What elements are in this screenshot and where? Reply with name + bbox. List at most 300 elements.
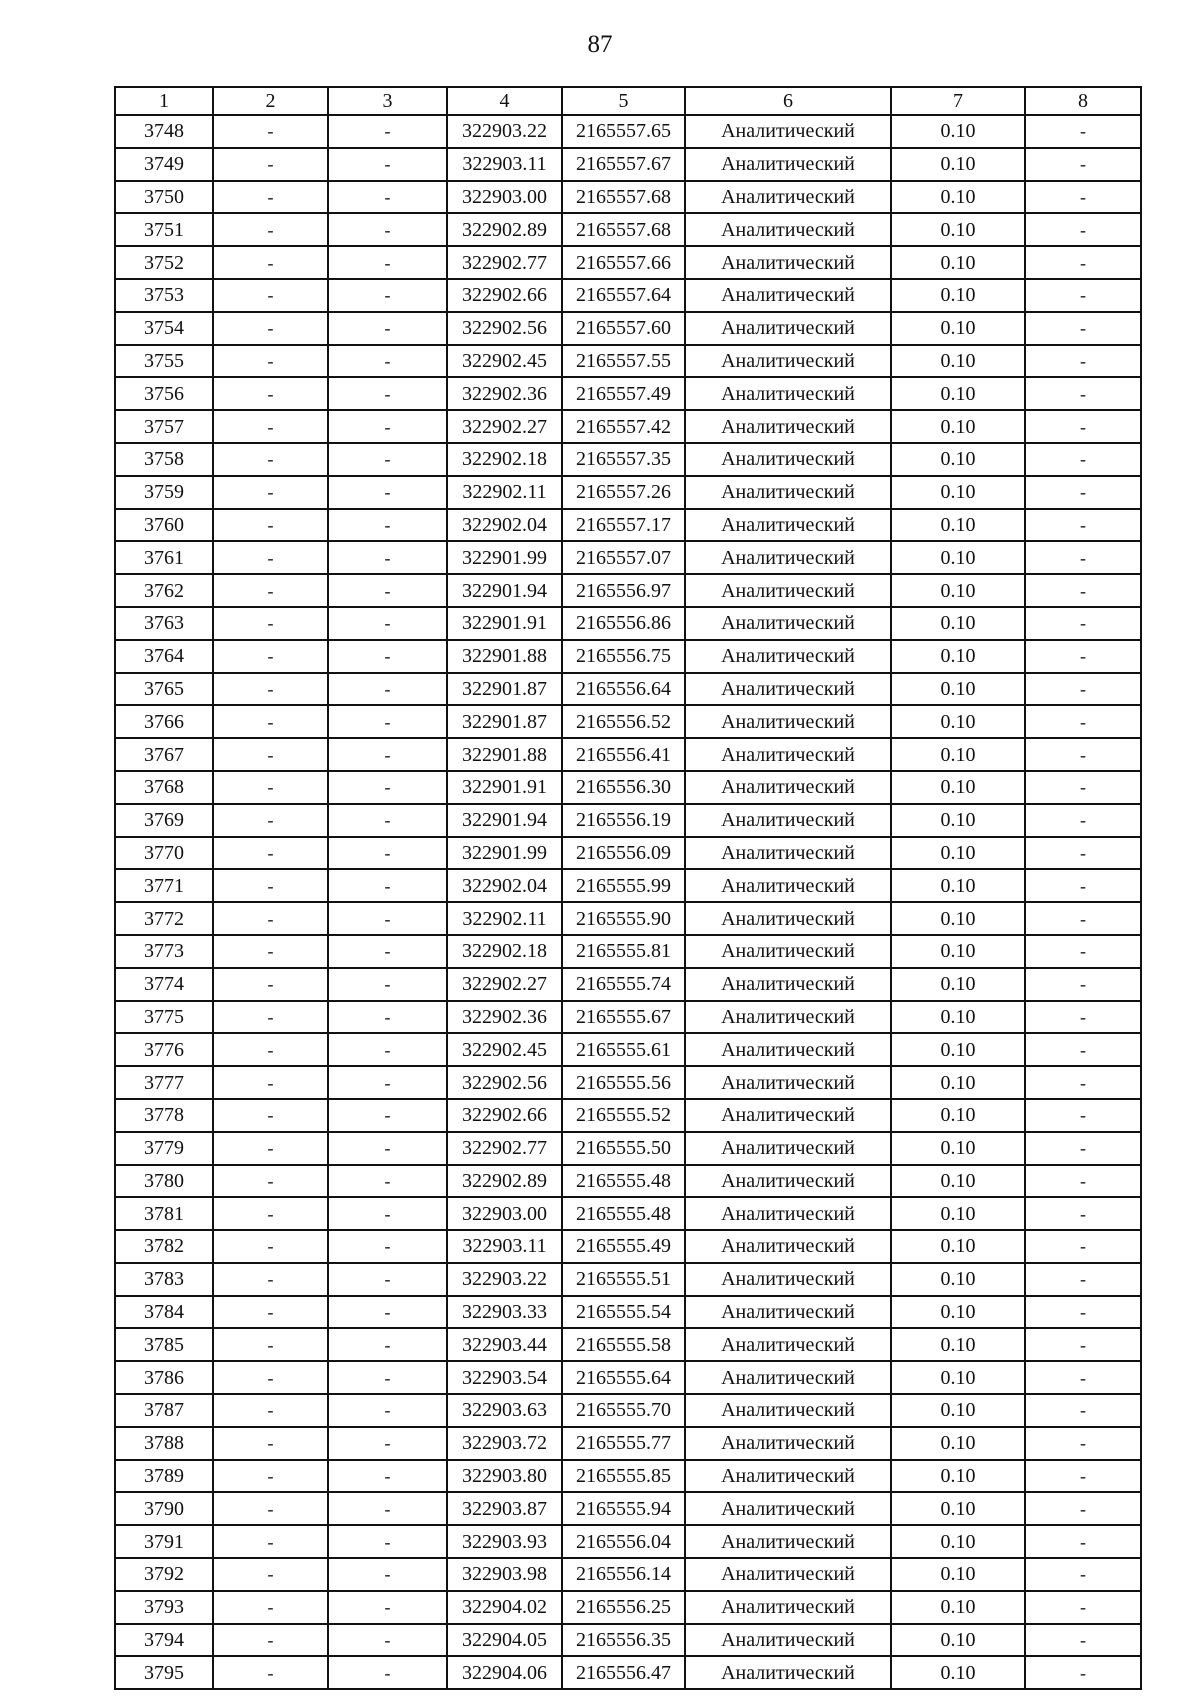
- accuracy-cell: 0.10: [891, 410, 1025, 443]
- column-header: 1: [115, 87, 213, 115]
- table-row: [115, 1591, 1141, 1624]
- col2-cell: -: [213, 869, 328, 902]
- method-cell: Аналитический: [685, 213, 891, 246]
- accuracy-cell: 0.10: [891, 312, 1025, 345]
- y-coordinate-cell: 2165557.68: [562, 213, 685, 246]
- y-coordinate-cell: 2165556.30: [562, 771, 685, 804]
- table-row: [115, 213, 1141, 246]
- point-number-cell: 3757: [115, 410, 213, 443]
- accuracy-cell: 0.10: [891, 1656, 1025, 1689]
- table-row: [115, 148, 1141, 181]
- y-coordinate-cell: 2165556.64: [562, 673, 685, 706]
- col3-cell: -: [328, 541, 447, 574]
- method-cell: Аналитический: [685, 771, 891, 804]
- accuracy-cell: 0.10: [891, 443, 1025, 476]
- accuracy-cell: 0.10: [891, 115, 1025, 148]
- accuracy-cell: 0.10: [891, 902, 1025, 935]
- col3-cell: -: [328, 1361, 447, 1394]
- table-row: [115, 640, 1141, 673]
- col3-cell: -: [328, 312, 447, 345]
- col8-cell: -: [1025, 902, 1141, 935]
- table-row: [115, 1099, 1141, 1132]
- x-coordinate-cell: 322903.33: [447, 1296, 562, 1329]
- point-number-cell: 3783: [115, 1263, 213, 1296]
- col8-cell: -: [1025, 705, 1141, 738]
- col2-cell: -: [213, 1099, 328, 1132]
- y-coordinate-cell: 2165556.25: [562, 1591, 685, 1624]
- x-coordinate-cell: 322903.22: [447, 115, 562, 148]
- col8-cell: -: [1025, 1328, 1141, 1361]
- x-coordinate-cell: 322902.11: [447, 902, 562, 935]
- point-number-cell: 3774: [115, 968, 213, 1001]
- col3-cell: -: [328, 443, 447, 476]
- col2-cell: -: [213, 345, 328, 378]
- col2-cell: -: [213, 115, 328, 148]
- col3-cell: -: [328, 771, 447, 804]
- method-cell: Аналитический: [685, 574, 891, 607]
- point-number-cell: 3779: [115, 1132, 213, 1165]
- table-row: [115, 1492, 1141, 1525]
- col3-cell: -: [328, 1591, 447, 1624]
- page-number: 87: [587, 31, 613, 58]
- col3-cell: -: [328, 1296, 447, 1329]
- col2-cell: -: [213, 1066, 328, 1099]
- col2-cell: -: [213, 410, 328, 443]
- accuracy-cell: 0.10: [891, 1624, 1025, 1657]
- x-coordinate-cell: 322902.36: [447, 1001, 562, 1034]
- point-number-cell: 3748: [115, 115, 213, 148]
- col3-cell: -: [328, 279, 447, 312]
- accuracy-cell: 0.10: [891, 771, 1025, 804]
- point-number-cell: 3759: [115, 476, 213, 509]
- col3-cell: -: [328, 246, 447, 279]
- method-cell: Аналитический: [685, 115, 891, 148]
- table-row: [115, 1361, 1141, 1394]
- col2-cell: -: [213, 640, 328, 673]
- col2-cell: -: [213, 213, 328, 246]
- col8-cell: -: [1025, 1066, 1141, 1099]
- col8-cell: -: [1025, 1165, 1141, 1198]
- col3-cell: -: [328, 213, 447, 246]
- col3-cell: -: [328, 410, 447, 443]
- col3-cell: -: [328, 902, 447, 935]
- col8-cell: -: [1025, 574, 1141, 607]
- method-cell: Аналитический: [685, 148, 891, 181]
- col8-cell: -: [1025, 640, 1141, 673]
- col2-cell: -: [213, 1033, 328, 1066]
- x-coordinate-cell: 322902.56: [447, 1066, 562, 1099]
- method-cell: Аналитический: [685, 1296, 891, 1329]
- x-coordinate-cell: 322903.87: [447, 1492, 562, 1525]
- col3-cell: -: [328, 476, 447, 509]
- col8-cell: -: [1025, 476, 1141, 509]
- col8-cell: -: [1025, 869, 1141, 902]
- x-coordinate-cell: 322901.99: [447, 837, 562, 870]
- col3-cell: -: [328, 1460, 447, 1493]
- col8-cell: -: [1025, 738, 1141, 771]
- col8-cell: -: [1025, 804, 1141, 837]
- col2-cell: -: [213, 738, 328, 771]
- method-cell: Аналитический: [685, 640, 891, 673]
- table-row: [115, 1427, 1141, 1460]
- point-number-cell: 3761: [115, 541, 213, 574]
- column-header: 5: [562, 87, 685, 115]
- accuracy-cell: 0.10: [891, 640, 1025, 673]
- col8-cell: -: [1025, 1394, 1141, 1427]
- col8-cell: -: [1025, 1033, 1141, 1066]
- x-coordinate-cell: 322902.36: [447, 377, 562, 410]
- accuracy-cell: 0.10: [891, 1197, 1025, 1230]
- y-coordinate-cell: 2165555.49: [562, 1230, 685, 1263]
- col8-cell: -: [1025, 377, 1141, 410]
- x-coordinate-cell: 322901.87: [447, 673, 562, 706]
- y-coordinate-cell: 2165557.17: [562, 509, 685, 542]
- col8-cell: -: [1025, 1001, 1141, 1034]
- point-number-cell: 3787: [115, 1394, 213, 1427]
- y-coordinate-cell: 2165555.61: [562, 1033, 685, 1066]
- accuracy-cell: 0.10: [891, 705, 1025, 738]
- col3-cell: -: [328, 115, 447, 148]
- point-number-cell: 3788: [115, 1427, 213, 1460]
- col3-cell: -: [328, 377, 447, 410]
- method-cell: Аналитический: [685, 869, 891, 902]
- table-row: [115, 312, 1141, 345]
- table-row: [115, 1460, 1141, 1493]
- accuracy-cell: 0.10: [891, 246, 1025, 279]
- accuracy-cell: 0.10: [891, 1263, 1025, 1296]
- method-cell: Аналитический: [685, 181, 891, 214]
- y-coordinate-cell: 2165555.81: [562, 935, 685, 968]
- x-coordinate-cell: 322902.11: [447, 476, 562, 509]
- col3-cell: -: [328, 804, 447, 837]
- table-row: [115, 279, 1141, 312]
- accuracy-cell: 0.10: [891, 837, 1025, 870]
- col3-cell: -: [328, 640, 447, 673]
- y-coordinate-cell: 2165557.35: [562, 443, 685, 476]
- col2-cell: -: [213, 902, 328, 935]
- point-number-cell: 3775: [115, 1001, 213, 1034]
- y-coordinate-cell: 2165556.19: [562, 804, 685, 837]
- col3-cell: -: [328, 1033, 447, 1066]
- y-coordinate-cell: 2165557.55: [562, 345, 685, 378]
- method-cell: Аналитический: [685, 902, 891, 935]
- y-coordinate-cell: 2165556.75: [562, 640, 685, 673]
- col2-cell: -: [213, 1558, 328, 1591]
- x-coordinate-cell: 322903.00: [447, 1197, 562, 1230]
- x-coordinate-cell: 322901.87: [447, 705, 562, 738]
- accuracy-cell: 0.10: [891, 673, 1025, 706]
- y-coordinate-cell: 2165555.50: [562, 1132, 685, 1165]
- table-row: [115, 1624, 1141, 1657]
- x-coordinate-cell: 322903.98: [447, 1558, 562, 1591]
- col8-cell: -: [1025, 1624, 1141, 1657]
- method-cell: Аналитический: [685, 1656, 891, 1689]
- table-row: [115, 574, 1141, 607]
- col8-cell: -: [1025, 1525, 1141, 1558]
- x-coordinate-cell: 322904.06: [447, 1656, 562, 1689]
- point-number-cell: 3795: [115, 1656, 213, 1689]
- method-cell: Аналитический: [685, 1525, 891, 1558]
- method-cell: Аналитический: [685, 1460, 891, 1493]
- accuracy-cell: 0.10: [891, 181, 1025, 214]
- accuracy-cell: 0.10: [891, 607, 1025, 640]
- point-number-cell: 3755: [115, 345, 213, 378]
- col2-cell: -: [213, 1525, 328, 1558]
- col8-cell: -: [1025, 837, 1141, 870]
- x-coordinate-cell: 322902.04: [447, 509, 562, 542]
- col2-cell: -: [213, 1197, 328, 1230]
- col2-cell: -: [213, 246, 328, 279]
- method-cell: Аналитический: [685, 509, 891, 542]
- col8-cell: -: [1025, 1132, 1141, 1165]
- table-row: [115, 1394, 1141, 1427]
- col2-cell: -: [213, 1230, 328, 1263]
- x-coordinate-cell: 322901.88: [447, 640, 562, 673]
- method-cell: Аналитический: [685, 705, 891, 738]
- table-row: [115, 1132, 1141, 1165]
- table-row: [115, 377, 1141, 410]
- col2-cell: -: [213, 443, 328, 476]
- accuracy-cell: 0.10: [891, 1099, 1025, 1132]
- method-cell: Аналитический: [685, 738, 891, 771]
- accuracy-cell: 0.10: [891, 1296, 1025, 1329]
- accuracy-cell: 0.10: [891, 1001, 1025, 1034]
- col3-cell: -: [328, 181, 447, 214]
- col3-cell: -: [328, 1001, 447, 1034]
- col3-cell: -: [328, 607, 447, 640]
- table-row: [115, 1066, 1141, 1099]
- point-number-cell: 3765: [115, 673, 213, 706]
- table-row: [115, 902, 1141, 935]
- col3-cell: -: [328, 148, 447, 181]
- accuracy-cell: 0.10: [891, 1361, 1025, 1394]
- y-coordinate-cell: 2165555.67: [562, 1001, 685, 1034]
- x-coordinate-cell: 322901.94: [447, 574, 562, 607]
- y-coordinate-cell: 2165555.54: [562, 1296, 685, 1329]
- col8-cell: -: [1025, 1427, 1141, 1460]
- x-coordinate-cell: 322903.80: [447, 1460, 562, 1493]
- y-coordinate-cell: 2165555.85: [562, 1460, 685, 1493]
- y-coordinate-cell: 2165557.67: [562, 148, 685, 181]
- y-coordinate-cell: 2165557.07: [562, 541, 685, 574]
- col2-cell: -: [213, 476, 328, 509]
- table-row: [115, 968, 1141, 1001]
- col3-cell: -: [328, 1427, 447, 1460]
- accuracy-cell: 0.10: [891, 1066, 1025, 1099]
- col8-cell: -: [1025, 115, 1141, 148]
- col2-cell: -: [213, 377, 328, 410]
- col8-cell: -: [1025, 410, 1141, 443]
- col3-cell: -: [328, 345, 447, 378]
- table-row: [115, 705, 1141, 738]
- accuracy-cell: 0.10: [891, 574, 1025, 607]
- accuracy-cell: 0.10: [891, 935, 1025, 968]
- col8-cell: -: [1025, 1099, 1141, 1132]
- y-coordinate-cell: 2165555.52: [562, 1099, 685, 1132]
- y-coordinate-cell: 2165557.26: [562, 476, 685, 509]
- method-cell: Аналитический: [685, 345, 891, 378]
- y-coordinate-cell: 2165556.52: [562, 705, 685, 738]
- y-coordinate-cell: 2165555.48: [562, 1165, 685, 1198]
- table-header-row: [115, 87, 1141, 115]
- col8-cell: -: [1025, 1361, 1141, 1394]
- point-number-cell: 3772: [115, 902, 213, 935]
- y-coordinate-cell: 2165556.47: [562, 1656, 685, 1689]
- col3-cell: -: [328, 869, 447, 902]
- y-coordinate-cell: 2165555.70: [562, 1394, 685, 1427]
- method-cell: Аналитический: [685, 443, 891, 476]
- x-coordinate-cell: 322901.88: [447, 738, 562, 771]
- accuracy-cell: 0.10: [891, 1328, 1025, 1361]
- col2-cell: -: [213, 1460, 328, 1493]
- method-cell: Аналитический: [685, 279, 891, 312]
- col8-cell: -: [1025, 1558, 1141, 1591]
- table-row: [115, 1558, 1141, 1591]
- accuracy-cell: 0.10: [891, 1591, 1025, 1624]
- col2-cell: -: [213, 1492, 328, 1525]
- col8-cell: -: [1025, 148, 1141, 181]
- y-coordinate-cell: 2165557.66: [562, 246, 685, 279]
- table-row: [115, 771, 1141, 804]
- col8-cell: -: [1025, 1296, 1141, 1329]
- col2-cell: -: [213, 705, 328, 738]
- col8-cell: -: [1025, 213, 1141, 246]
- method-cell: Аналитический: [685, 804, 891, 837]
- table-row: [115, 181, 1141, 214]
- col2-cell: -: [213, 935, 328, 968]
- y-coordinate-cell: 2165557.64: [562, 279, 685, 312]
- col3-cell: -: [328, 1099, 447, 1132]
- col3-cell: -: [328, 1328, 447, 1361]
- method-cell: Аналитический: [685, 1328, 891, 1361]
- y-coordinate-cell: 2165555.48: [562, 1197, 685, 1230]
- column-header: 3: [328, 87, 447, 115]
- x-coordinate-cell: 322901.91: [447, 607, 562, 640]
- col3-cell: -: [328, 1230, 447, 1263]
- col2-cell: -: [213, 804, 328, 837]
- point-number-cell: 3780: [115, 1165, 213, 1198]
- x-coordinate-cell: 322902.45: [447, 345, 562, 378]
- col2-cell: -: [213, 1001, 328, 1034]
- col8-cell: -: [1025, 312, 1141, 345]
- method-cell: Аналитический: [685, 837, 891, 870]
- accuracy-cell: 0.10: [891, 148, 1025, 181]
- x-coordinate-cell: 322904.05: [447, 1624, 562, 1657]
- accuracy-cell: 0.10: [891, 377, 1025, 410]
- column-header: 2: [213, 87, 328, 115]
- col2-cell: -: [213, 181, 328, 214]
- col3-cell: -: [328, 1263, 447, 1296]
- table-row: [115, 509, 1141, 542]
- method-cell: Аналитический: [685, 476, 891, 509]
- accuracy-cell: 0.10: [891, 1525, 1025, 1558]
- table-row: [115, 246, 1141, 279]
- accuracy-cell: 0.10: [891, 345, 1025, 378]
- col3-cell: -: [328, 509, 447, 542]
- method-cell: Аналитический: [685, 1033, 891, 1066]
- x-coordinate-cell: 322902.89: [447, 1165, 562, 1198]
- col3-cell: -: [328, 1197, 447, 1230]
- col3-cell: -: [328, 1492, 447, 1525]
- col8-cell: -: [1025, 279, 1141, 312]
- table-row: [115, 541, 1141, 574]
- col2-cell: -: [213, 312, 328, 345]
- point-number-cell: 3784: [115, 1296, 213, 1329]
- table-row: [115, 869, 1141, 902]
- col3-cell: -: [328, 837, 447, 870]
- table-row: [115, 1033, 1141, 1066]
- col3-cell: -: [328, 968, 447, 1001]
- method-cell: Аналитический: [685, 1066, 891, 1099]
- x-coordinate-cell: 322903.63: [447, 1394, 562, 1427]
- col3-cell: -: [328, 1066, 447, 1099]
- table-row: [115, 738, 1141, 771]
- method-cell: Аналитический: [685, 1230, 891, 1263]
- table-row: [115, 115, 1141, 148]
- point-number-cell: 3790: [115, 1492, 213, 1525]
- point-number-cell: 3750: [115, 181, 213, 214]
- col2-cell: -: [213, 1394, 328, 1427]
- method-cell: Аналитический: [685, 541, 891, 574]
- col2-cell: -: [213, 541, 328, 574]
- x-coordinate-cell: 322903.93: [447, 1525, 562, 1558]
- accuracy-cell: 0.10: [891, 804, 1025, 837]
- y-coordinate-cell: 2165555.58: [562, 1328, 685, 1361]
- x-coordinate-cell: 322903.22: [447, 1263, 562, 1296]
- y-coordinate-cell: 2165556.97: [562, 574, 685, 607]
- col8-cell: -: [1025, 443, 1141, 476]
- col2-cell: -: [213, 148, 328, 181]
- accuracy-cell: 0.10: [891, 1492, 1025, 1525]
- method-cell: Аналитический: [685, 607, 891, 640]
- accuracy-cell: 0.10: [891, 869, 1025, 902]
- point-number-cell: 3791: [115, 1525, 213, 1558]
- col3-cell: -: [328, 1165, 447, 1198]
- point-number-cell: 3758: [115, 443, 213, 476]
- method-cell: Аналитический: [685, 1361, 891, 1394]
- col8-cell: -: [1025, 509, 1141, 542]
- x-coordinate-cell: 322903.11: [447, 148, 562, 181]
- x-coordinate-cell: 322902.56: [447, 312, 562, 345]
- column-header: 6: [685, 87, 891, 115]
- x-coordinate-cell: 322903.72: [447, 1427, 562, 1460]
- table-row: [115, 1197, 1141, 1230]
- y-coordinate-cell: 2165555.99: [562, 869, 685, 902]
- point-number-cell: 3781: [115, 1197, 213, 1230]
- point-number-cell: 3768: [115, 771, 213, 804]
- table-row: [115, 673, 1141, 706]
- x-coordinate-cell: 322902.18: [447, 443, 562, 476]
- y-coordinate-cell: 2165555.77: [562, 1427, 685, 1460]
- y-coordinate-cell: 2165556.35: [562, 1624, 685, 1657]
- table-body: [115, 115, 1141, 1689]
- accuracy-cell: 0.10: [891, 1460, 1025, 1493]
- method-cell: Аналитический: [685, 1558, 891, 1591]
- y-coordinate-cell: 2165556.41: [562, 738, 685, 771]
- method-cell: Аналитический: [685, 935, 891, 968]
- accuracy-cell: 0.10: [891, 509, 1025, 542]
- x-coordinate-cell: 322902.27: [447, 410, 562, 443]
- col8-cell: -: [1025, 181, 1141, 214]
- col8-cell: -: [1025, 1656, 1141, 1689]
- col2-cell: -: [213, 509, 328, 542]
- x-coordinate-cell: 322902.77: [447, 1132, 562, 1165]
- method-cell: Аналитический: [685, 1132, 891, 1165]
- table-row: [115, 1230, 1141, 1263]
- point-number-cell: 3751: [115, 213, 213, 246]
- x-coordinate-cell: 322903.54: [447, 1361, 562, 1394]
- table-row: [115, 1263, 1141, 1296]
